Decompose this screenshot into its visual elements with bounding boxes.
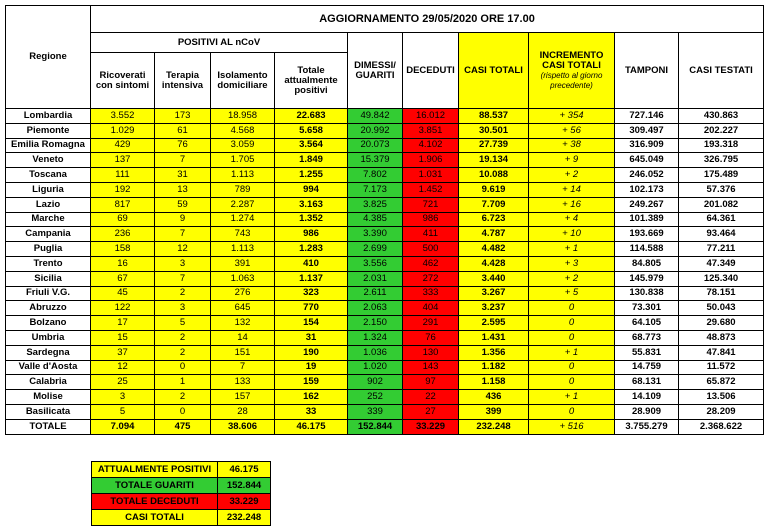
header-totale-positivi: Totale attualmente positivi bbox=[275, 53, 348, 109]
cell-isolamento: 2.287 bbox=[211, 197, 275, 212]
cell-isolamento: 1.063 bbox=[211, 271, 275, 286]
cell-terapia: 173 bbox=[155, 109, 211, 124]
summary-value: 46.175 bbox=[218, 462, 271, 478]
summary-label: TOTALE DECEDUTI bbox=[92, 494, 218, 510]
cell-regione: Umbria bbox=[6, 330, 91, 345]
cell-deceduti: 272 bbox=[403, 271, 459, 286]
cell-regione: Trento bbox=[6, 256, 91, 271]
cell-dimessi: 339 bbox=[348, 404, 403, 419]
table-row bbox=[6, 404, 764, 419]
header-terapia: Terapia intensiva bbox=[155, 53, 211, 109]
total-cell-casi-testati: 2.368.622 bbox=[679, 419, 764, 434]
cell-regione: Puglia bbox=[6, 242, 91, 257]
cell-terapia: 7 bbox=[155, 227, 211, 242]
cell-isolamento: 1.113 bbox=[211, 168, 275, 183]
cell-tamponi: 68.773 bbox=[615, 330, 679, 345]
cell-tamponi: 55.831 bbox=[615, 345, 679, 360]
summary-label: ATTUALMENTE POSITIVI bbox=[92, 462, 218, 478]
header-ricoverati: Ricoverati con sintomi bbox=[91, 53, 155, 109]
cell-deceduti: 22 bbox=[403, 390, 459, 405]
cell-totale-positivi: 159 bbox=[275, 375, 348, 390]
cell-regione: Abruzzo bbox=[6, 301, 91, 316]
cell-totale-positivi: 1.849 bbox=[275, 153, 348, 168]
cell-terapia: 12 bbox=[155, 242, 211, 257]
cell-casi-testati: 326.795 bbox=[679, 153, 764, 168]
cell-deceduti: 1.452 bbox=[403, 182, 459, 197]
table-row bbox=[6, 212, 764, 227]
cell-dimessi: 3.825 bbox=[348, 197, 403, 212]
table-row bbox=[6, 375, 764, 390]
cell-terapia: 7 bbox=[155, 153, 211, 168]
cell-incremento: + 354 bbox=[529, 109, 615, 124]
cell-regione: Friuli V.G. bbox=[6, 286, 91, 301]
cell-casi-totali: 30.501 bbox=[459, 123, 529, 138]
cell-casi-totali: 3.237 bbox=[459, 301, 529, 316]
cell-totale-positivi: 1.137 bbox=[275, 271, 348, 286]
cell-dimessi: 15.379 bbox=[348, 153, 403, 168]
cell-totale-positivi: 31 bbox=[275, 330, 348, 345]
cell-totale-positivi: 3.163 bbox=[275, 197, 348, 212]
cell-ricoverati: 158 bbox=[91, 242, 155, 257]
table-row bbox=[6, 153, 764, 168]
cell-casi-totali: 436 bbox=[459, 390, 529, 405]
header-regione: Regione bbox=[6, 6, 91, 109]
cell-dimessi: 2.150 bbox=[348, 316, 403, 331]
cell-ricoverati: 1.029 bbox=[91, 123, 155, 138]
cell-totale-positivi: 410 bbox=[275, 256, 348, 271]
cell-casi-totali: 1.356 bbox=[459, 345, 529, 360]
cell-casi-testati: 64.361 bbox=[679, 212, 764, 227]
cell-totale-positivi: 22.683 bbox=[275, 109, 348, 124]
cell-tamponi: 727.146 bbox=[615, 109, 679, 124]
cell-casi-testati: 93.464 bbox=[679, 227, 764, 242]
cell-dimessi: 3.556 bbox=[348, 256, 403, 271]
total-cell-terapia: 475 bbox=[155, 419, 211, 434]
cell-totale-positivi: 190 bbox=[275, 345, 348, 360]
summary-value: 33.229 bbox=[218, 494, 271, 510]
total-cell-incremento: + 516 bbox=[529, 419, 615, 434]
total-cell-dimessi: 152.844 bbox=[348, 419, 403, 434]
cell-deceduti: 143 bbox=[403, 360, 459, 375]
cell-tamponi: 73.301 bbox=[615, 301, 679, 316]
cell-incremento: + 14 bbox=[529, 182, 615, 197]
cell-dimessi: 2.031 bbox=[348, 271, 403, 286]
cell-casi-testati: 193.318 bbox=[679, 138, 764, 153]
cell-ricoverati: 817 bbox=[91, 197, 155, 212]
cell-incremento: 0 bbox=[529, 316, 615, 331]
cell-terapia: 2 bbox=[155, 330, 211, 345]
cell-regione: Liguria bbox=[6, 182, 91, 197]
cell-tamponi: 249.267 bbox=[615, 197, 679, 212]
cell-terapia: 59 bbox=[155, 197, 211, 212]
table-row bbox=[6, 286, 764, 301]
cell-tamponi: 84.805 bbox=[615, 256, 679, 271]
cell-casi-totali: 1.431 bbox=[459, 330, 529, 345]
cell-terapia: 3 bbox=[155, 256, 211, 271]
cell-incremento: + 38 bbox=[529, 138, 615, 153]
cell-casi-totali: 6.723 bbox=[459, 212, 529, 227]
header-incremento-label: INCREMENTO CASI TOTALI bbox=[539, 49, 604, 71]
cell-tamponi: 14.109 bbox=[615, 390, 679, 405]
cell-deceduti: 411 bbox=[403, 227, 459, 242]
cell-isolamento: 157 bbox=[211, 390, 275, 405]
summary-label: CASI TOTALI bbox=[92, 510, 218, 526]
cell-casi-testati: 57.376 bbox=[679, 182, 764, 197]
cell-casi-totali: 1.182 bbox=[459, 360, 529, 375]
cell-deceduti: 97 bbox=[403, 375, 459, 390]
cell-casi-testati: 29.680 bbox=[679, 316, 764, 331]
cell-casi-totali: 4.787 bbox=[459, 227, 529, 242]
cell-terapia: 31 bbox=[155, 168, 211, 183]
cell-isolamento: 743 bbox=[211, 227, 275, 242]
cell-totale-positivi: 770 bbox=[275, 301, 348, 316]
cell-tamponi: 114.588 bbox=[615, 242, 679, 257]
cell-ricoverati: 5 bbox=[91, 404, 155, 419]
cell-tamponi: 64.105 bbox=[615, 316, 679, 331]
cell-dimessi: 20.992 bbox=[348, 123, 403, 138]
cell-totale-positivi: 1.283 bbox=[275, 242, 348, 257]
cell-deceduti: 3.851 bbox=[403, 123, 459, 138]
cell-isolamento: 132 bbox=[211, 316, 275, 331]
cell-dimessi: 902 bbox=[348, 375, 403, 390]
cell-isolamento: 1.274 bbox=[211, 212, 275, 227]
cell-regione: Lombardia bbox=[6, 109, 91, 124]
cell-casi-totali: 19.134 bbox=[459, 153, 529, 168]
cell-incremento: 0 bbox=[529, 375, 615, 390]
cell-casi-testati: 77.211 bbox=[679, 242, 764, 257]
cell-deceduti: 1.031 bbox=[403, 168, 459, 183]
cell-incremento: + 16 bbox=[529, 197, 615, 212]
header-incremento-note: (rispetto al giorno precedente) bbox=[540, 70, 603, 90]
header-dimessi: DIMESSI/ GUARITI bbox=[348, 33, 403, 109]
cell-casi-totali: 2.595 bbox=[459, 316, 529, 331]
cell-isolamento: 133 bbox=[211, 375, 275, 390]
summary-table bbox=[91, 461, 271, 526]
header-casi-testati: CASI TESTATI bbox=[679, 33, 764, 109]
cell-ricoverati: 137 bbox=[91, 153, 155, 168]
cell-tamponi: 246.052 bbox=[615, 168, 679, 183]
cell-tamponi: 68.131 bbox=[615, 375, 679, 390]
cell-regione: Sardegna bbox=[6, 345, 91, 360]
table-row bbox=[6, 123, 764, 138]
cell-isolamento: 276 bbox=[211, 286, 275, 301]
cell-tamponi: 193.669 bbox=[615, 227, 679, 242]
table-row bbox=[6, 316, 764, 331]
cell-terapia: 2 bbox=[155, 390, 211, 405]
cell-ricoverati: 37 bbox=[91, 345, 155, 360]
cell-isolamento: 789 bbox=[211, 182, 275, 197]
cell-totale-positivi: 323 bbox=[275, 286, 348, 301]
table-row bbox=[6, 168, 764, 183]
cell-casi-testati: 13.506 bbox=[679, 390, 764, 405]
cell-tamponi: 28.909 bbox=[615, 404, 679, 419]
cell-ricoverati: 25 bbox=[91, 375, 155, 390]
cell-incremento: 0 bbox=[529, 404, 615, 419]
cell-isolamento: 1.705 bbox=[211, 153, 275, 168]
cell-casi-testati: 47.349 bbox=[679, 256, 764, 271]
cell-tamponi: 145.979 bbox=[615, 271, 679, 286]
table-row bbox=[6, 330, 764, 345]
cell-ricoverati: 12 bbox=[91, 360, 155, 375]
cell-tamponi: 645.049 bbox=[615, 153, 679, 168]
cell-casi-totali: 27.739 bbox=[459, 138, 529, 153]
cell-totale-positivi: 986 bbox=[275, 227, 348, 242]
cell-dimessi: 20.073 bbox=[348, 138, 403, 153]
cell-dimessi: 1.324 bbox=[348, 330, 403, 345]
cell-dimessi: 3.390 bbox=[348, 227, 403, 242]
header-tamponi: TAMPONI bbox=[615, 33, 679, 109]
cell-casi-totali: 4.482 bbox=[459, 242, 529, 257]
totals-row bbox=[6, 419, 764, 434]
cell-dimessi: 2.063 bbox=[348, 301, 403, 316]
cell-incremento: + 2 bbox=[529, 168, 615, 183]
total-cell-deceduti: 33.229 bbox=[403, 419, 459, 434]
cell-tamponi: 316.909 bbox=[615, 138, 679, 153]
cell-casi-testati: 50.043 bbox=[679, 301, 764, 316]
cell-dimessi: 2.611 bbox=[348, 286, 403, 301]
table-row bbox=[6, 256, 764, 271]
table-row bbox=[6, 182, 764, 197]
cell-casi-totali: 9.619 bbox=[459, 182, 529, 197]
cell-ricoverati: 15 bbox=[91, 330, 155, 345]
cell-casi-testati: 78.151 bbox=[679, 286, 764, 301]
table-row bbox=[6, 227, 764, 242]
cell-dimessi: 49.842 bbox=[348, 109, 403, 124]
cell-terapia: 2 bbox=[155, 345, 211, 360]
cell-totale-positivi: 1.255 bbox=[275, 168, 348, 183]
cell-ricoverati: 17 bbox=[91, 316, 155, 331]
cell-incremento: + 1 bbox=[529, 242, 615, 257]
summary-label: TOTALE GUARITI bbox=[92, 478, 218, 494]
table-row bbox=[6, 390, 764, 405]
cell-deceduti: 291 bbox=[403, 316, 459, 331]
summary-row bbox=[92, 462, 271, 478]
cell-isolamento: 1.113 bbox=[211, 242, 275, 257]
covid-data-table bbox=[5, 5, 764, 435]
cell-totale-positivi: 3.564 bbox=[275, 138, 348, 153]
cell-terapia: 1 bbox=[155, 375, 211, 390]
cell-totale-positivi: 19 bbox=[275, 360, 348, 375]
cell-casi-testati: 202.227 bbox=[679, 123, 764, 138]
cell-isolamento: 391 bbox=[211, 256, 275, 271]
cell-casi-testati: 11.572 bbox=[679, 360, 764, 375]
cell-isolamento: 18.958 bbox=[211, 109, 275, 124]
cell-dimessi: 7.802 bbox=[348, 168, 403, 183]
cell-dimessi: 2.699 bbox=[348, 242, 403, 257]
cell-totale-positivi: 994 bbox=[275, 182, 348, 197]
header-casi-totali: CASI TOTALI bbox=[459, 33, 529, 109]
cell-deceduti: 130 bbox=[403, 345, 459, 360]
cell-ricoverati: 192 bbox=[91, 182, 155, 197]
cell-incremento: 0 bbox=[529, 330, 615, 345]
cell-dimessi: 7.173 bbox=[348, 182, 403, 197]
table-row bbox=[6, 271, 764, 286]
cell-incremento: 0 bbox=[529, 360, 615, 375]
cell-ricoverati: 3.552 bbox=[91, 109, 155, 124]
summary-row bbox=[92, 510, 271, 526]
cell-ricoverati: 69 bbox=[91, 212, 155, 227]
header-isolamento: Isolamento domiciliare bbox=[211, 53, 275, 109]
cell-totale-positivi: 5.658 bbox=[275, 123, 348, 138]
cell-tamponi: 102.173 bbox=[615, 182, 679, 197]
cell-casi-totali: 1.158 bbox=[459, 375, 529, 390]
cell-regione: Basilicata bbox=[6, 404, 91, 419]
cell-casi-totali: 7.709 bbox=[459, 197, 529, 212]
cell-ricoverati: 111 bbox=[91, 168, 155, 183]
cell-casi-testati: 175.489 bbox=[679, 168, 764, 183]
total-cell-casi-totali: 232.248 bbox=[459, 419, 529, 434]
cell-terapia: 61 bbox=[155, 123, 211, 138]
cell-isolamento: 7 bbox=[211, 360, 275, 375]
cell-regione: Bolzano bbox=[6, 316, 91, 331]
cell-ricoverati: 45 bbox=[91, 286, 155, 301]
cell-ricoverati: 16 bbox=[91, 256, 155, 271]
cell-incremento: + 10 bbox=[529, 227, 615, 242]
cell-terapia: 3 bbox=[155, 301, 211, 316]
cell-incremento: + 2 bbox=[529, 271, 615, 286]
cell-terapia: 76 bbox=[155, 138, 211, 153]
cell-tamponi: 130.838 bbox=[615, 286, 679, 301]
cell-terapia: 5 bbox=[155, 316, 211, 331]
cell-regione: Sicilia bbox=[6, 271, 91, 286]
cell-isolamento: 3.059 bbox=[211, 138, 275, 153]
cell-deceduti: 76 bbox=[403, 330, 459, 345]
cell-casi-totali: 4.428 bbox=[459, 256, 529, 271]
cell-totale-positivi: 162 bbox=[275, 390, 348, 405]
cell-terapia: 9 bbox=[155, 212, 211, 227]
cell-isolamento: 28 bbox=[211, 404, 275, 419]
table-row bbox=[6, 360, 764, 375]
cell-deceduti: 16.012 bbox=[403, 109, 459, 124]
cell-regione: Marche bbox=[6, 212, 91, 227]
cell-casi-totali: 88.537 bbox=[459, 109, 529, 124]
cell-deceduti: 333 bbox=[403, 286, 459, 301]
total-cell-regione: TOTALE bbox=[6, 419, 91, 434]
cell-deceduti: 27 bbox=[403, 404, 459, 419]
cell-terapia: 13 bbox=[155, 182, 211, 197]
summary-value: 232.248 bbox=[218, 510, 271, 526]
total-cell-ricoverati: 7.094 bbox=[91, 419, 155, 434]
cell-incremento: + 56 bbox=[529, 123, 615, 138]
cell-casi-totali: 10.088 bbox=[459, 168, 529, 183]
cell-casi-totali: 399 bbox=[459, 404, 529, 419]
cell-regione: Lazio bbox=[6, 197, 91, 212]
cell-incremento: 0 bbox=[529, 301, 615, 316]
cell-casi-testati: 430.863 bbox=[679, 109, 764, 124]
cell-incremento: + 1 bbox=[529, 390, 615, 405]
cell-tamponi: 14.759 bbox=[615, 360, 679, 375]
cell-casi-testati: 47.841 bbox=[679, 345, 764, 360]
cell-regione: Toscana bbox=[6, 168, 91, 183]
cell-incremento: + 5 bbox=[529, 286, 615, 301]
cell-regione: Calabria bbox=[6, 375, 91, 390]
cell-incremento: + 4 bbox=[529, 212, 615, 227]
cell-ricoverati: 236 bbox=[91, 227, 155, 242]
cell-regione: Molise bbox=[6, 390, 91, 405]
cell-terapia: 2 bbox=[155, 286, 211, 301]
cell-incremento: + 9 bbox=[529, 153, 615, 168]
cell-isolamento: 151 bbox=[211, 345, 275, 360]
cell-dimessi: 1.020 bbox=[348, 360, 403, 375]
cell-regione: Campania bbox=[6, 227, 91, 242]
cell-totale-positivi: 154 bbox=[275, 316, 348, 331]
cell-dimessi: 1.036 bbox=[348, 345, 403, 360]
summary-value: 152.844 bbox=[218, 478, 271, 494]
cell-casi-testati: 65.872 bbox=[679, 375, 764, 390]
cell-casi-testati: 48.873 bbox=[679, 330, 764, 345]
cell-regione: Piemonte bbox=[6, 123, 91, 138]
cell-casi-totali: 3.267 bbox=[459, 286, 529, 301]
cell-isolamento: 645 bbox=[211, 301, 275, 316]
cell-isolamento: 4.568 bbox=[211, 123, 275, 138]
cell-deceduti: 404 bbox=[403, 301, 459, 316]
cell-regione: Valle d'Aosta bbox=[6, 360, 91, 375]
cell-casi-testati: 201.082 bbox=[679, 197, 764, 212]
cell-casi-testati: 125.340 bbox=[679, 271, 764, 286]
table-row bbox=[6, 138, 764, 153]
table-row bbox=[6, 301, 764, 316]
table-row bbox=[6, 197, 764, 212]
table-row bbox=[6, 109, 764, 124]
table-row bbox=[6, 345, 764, 360]
cell-tamponi: 101.389 bbox=[615, 212, 679, 227]
cell-deceduti: 721 bbox=[403, 197, 459, 212]
cell-casi-totali: 3.440 bbox=[459, 271, 529, 286]
page-title: AGGIORNAMENTO 29/05/2020 ORE 17.00 bbox=[91, 6, 764, 33]
summary-row bbox=[92, 494, 271, 510]
cell-ricoverati: 429 bbox=[91, 138, 155, 153]
cell-deceduti: 4.102 bbox=[403, 138, 459, 153]
cell-regione: Emilia Romagna bbox=[6, 138, 91, 153]
cell-deceduti: 1.906 bbox=[403, 153, 459, 168]
cell-terapia: 0 bbox=[155, 360, 211, 375]
summary-row bbox=[92, 478, 271, 494]
cell-deceduti: 462 bbox=[403, 256, 459, 271]
cell-terapia: 7 bbox=[155, 271, 211, 286]
total-cell-isolamento: 38.606 bbox=[211, 419, 275, 434]
cell-totale-positivi: 1.352 bbox=[275, 212, 348, 227]
cell-regione: Veneto bbox=[6, 153, 91, 168]
cell-dimessi: 4.385 bbox=[348, 212, 403, 227]
cell-casi-testati: 28.209 bbox=[679, 404, 764, 419]
header-positivi-group: POSITIVI AL nCoV bbox=[91, 33, 348, 53]
table-row bbox=[6, 242, 764, 257]
cell-ricoverati: 3 bbox=[91, 390, 155, 405]
cell-totale-positivi: 33 bbox=[275, 404, 348, 419]
total-cell-totale-positivi: 46.175 bbox=[275, 419, 348, 434]
total-cell-tamponi: 3.755.279 bbox=[615, 419, 679, 434]
cell-terapia: 0 bbox=[155, 404, 211, 419]
cell-tamponi: 309.497 bbox=[615, 123, 679, 138]
cell-ricoverati: 122 bbox=[91, 301, 155, 316]
header-deceduti: DECEDUTI bbox=[403, 33, 459, 109]
cell-dimessi: 252 bbox=[348, 390, 403, 405]
header-incremento bbox=[529, 33, 615, 109]
cell-ricoverati: 67 bbox=[91, 271, 155, 286]
cell-deceduti: 500 bbox=[403, 242, 459, 257]
cell-incremento: + 1 bbox=[529, 345, 615, 360]
cell-incremento: + 3 bbox=[529, 256, 615, 271]
cell-deceduti: 986 bbox=[403, 212, 459, 227]
cell-isolamento: 14 bbox=[211, 330, 275, 345]
